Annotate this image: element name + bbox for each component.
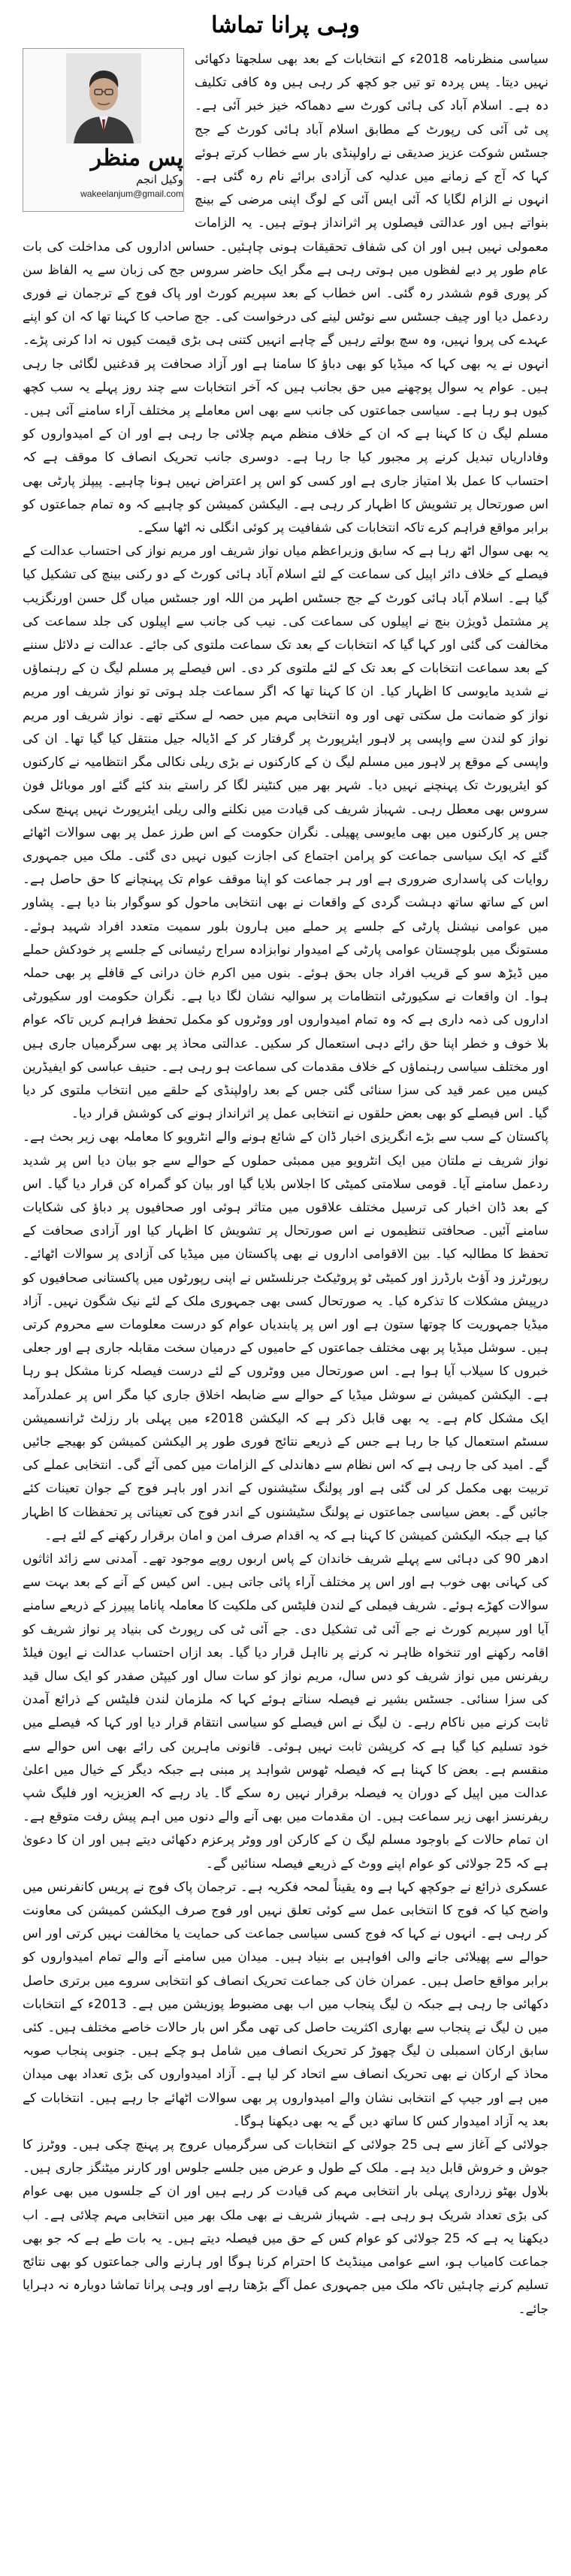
author-portrait-image xyxy=(66,53,141,143)
article-paragraph: پاکستان کے سب سے بڑے انگریزی اخبار ڈان کے شائع ہونے والے انٹرویو کا معاملہ بھی زیر بحث ہے۔ نواز شریف نے ملتان میں ایک انٹرویو میں ممبئی حملوں کے حوالے سے جو بیان دیا اس پر شدید ردعمل سامنے آیا۔ قومی سلامتی کمیٹی کا اجلاس بلایا گیا اور بیان کو گمراہ کن قرار دیا گیا۔ اس کے بعد ڈان اخبار کی ترسیل مختلف علاقوں میں متاثر ہوئی اور صحافیوں پر دباؤ کی شکایات سامنے آئیں۔ صحافتی تنظیموں نے اس صورتحال پر تشویش کا اظہار کیا اور آزادی صحافت کے تحفظ کا مطالبہ کیا۔ بین الاقوامی اداروں نے بھی پاکستان میں میڈیا کی آزادی پر سوالات اٹھائے۔ رپورٹرز ود آؤٹ بارڈرز اور کمیٹی ٹو پروٹیکٹ جرنلسٹس نے اپنی رپورٹوں میں پاکستانی صحافیوں کو درپیش مشکلات کا تذکرہ کیا۔ یہ صورتحال کسی بھی جمہوری ملک کے لئے نیک شگون نہیں۔ آزاد میڈیا جمہوریت کا چوتھا ستون ہے اور اس پر پابندیاں عوام کو درست معلومات سے محروم کرتی ہیں۔ سوشل میڈیا پر بھی مختلف جماعتوں کے حامیوں کے درمیان سخت مقابلہ جاری ہے اور جعلی خبروں کا سیلاب آیا ہوا ہے۔ اس صورتحال میں ووٹروں کے لئے درست فیصلہ کرنا مشکل ہو رہا ہے۔ الیکشن کمیشن نے سوشل میڈیا کے حوالے سے ضابطہ اخلاق جاری کیا مگر اس پر عملدرآمد ایک مشکل کام ہے۔ یہ بھی قابل ذکر ہے کہ الیکشن 2018ء میں پہلی بار رزلٹ ٹرانسمیشن سسٹم استعمال کیا جا رہا ہے جس کے ذریعے نتائج فوری طور پر الیکشن کمیشن کو بھیجے جائیں گے۔ امید کی جا رہی ہے کہ اس نظام سے دھاندلی کے الزامات میں کمی آئے گی۔ انتخابی عملے کی تربیت بھی مکمل کر لی گئی ہے اور پولنگ سٹیشنوں کے اندر اور باہر فوج کے جوان تعینات کئے جائیں گے۔ بعض سیاسی جماعتوں نے پولنگ سٹیشنوں کے اندر فوج کی تعیناتی پر تحفظات کا اظہار کیا ہے جبکہ الیکشن کمیشن کا کہنا ہے کہ یہ اقدام صرف امن و امان برقرار رکھنے کے لئے ہے۔ xyxy=(23,1130,549,1543)
column-name: پس منظر xyxy=(90,145,183,171)
article-paragraph: ادھر 90 کی دہائی سے پہلے شریف خاندان کے پاس اربوں روپے موجود تھے۔ آمدنی سے زائد اثاثوں کی کہانی بھی خوب ہے اور اس پر مختلف آراء پائی جاتی ہیں۔ اس کیس کے آنے کے بعد بہت سے سوالات کھڑے ہوئے۔ شریف فیملی کے لندن فلیٹس کی ملکیت کا معاملہ پاناما پیپرز کے ذریعے سامنے آیا اور سپریم کورٹ نے جے آئی ٹی تشکیل دی۔ جے آئی ٹی کی رپورٹ کی بنیاد پر نواز شریف کو اقامہ رکھنے اور تنخواہ ظاہر نہ کرنے پر نااہل قرار دیا گیا۔ بعد ازاں احتساب عدالت نے ایون فیلڈ ریفرنس میں نواز شریف کو دس سال، مریم نواز کو سات سال اور کیپٹن صفدر کو ایک سال قید کی سزا سنائی۔ جسٹس بشیر نے فیصلہ سناتے ہوئے کہا کہ ملزمان لندن فلیٹس کے ذرائع آمدن ثابت کرنے میں ناکام رہے۔ ن لیگ نے اس فیصلے کو سیاسی انتقام قرار دیا اور کہا کہ فیصلے میں خود تسلیم کیا گیا ہے کہ کرپشن ثابت نہیں ہوئی۔ قانونی ماہرین کی رائے بھی اس حوالے سے منقسم ہے۔ بعض کا کہنا ہے کہ فیصلہ ٹھوس شواہد پر مبنی ہے جبکہ دیگر کے خیال میں اعلیٰ عدالت میں اپیل کے دوران یہ فیصلہ برقرار نہیں رہ سکے گا۔ یاد رہے کہ العزیزیہ اور فلیگ شپ ریفرنسز ابھی زیر سماعت ہیں۔ ان مقدمات میں بھی آنے والے دنوں میں اہم پیش رفت متوقع ہے۔ ان تمام حالات کے باوجود مسلم لیگ ن کے کارکن اور ووٹر پرعزم دکھائی دیتے ہیں اور ان کا دعویٰ ہے کہ 25 جولائی کو عوام اپنے ووٹ کے ذریعے فیصلہ سنائیں گے۔ xyxy=(23,1552,548,1872)
article-paragraph: یہ بھی سوال اٹھ رہا ہے کہ سابق وزیراعظم میاں نواز شریف اور مریم نواز کی احتساب عدالت کے فیصلے کے خلاف دائر اپیل کی سماعت کے لئے اسلام آباد ہائی کورٹ کے دو رکنی بینچ کی تشکیل کیا گیا ہے۔ اسلام آباد ہائی کورٹ کے جج جسٹس اطہر من اللہ اور جسٹس میاں گل حسن اورنگزیب پر مشتمل ڈویژن بنچ نے اپیلوں کی سماعت کی۔ نیب کی جانب سے اپیلوں کی جلد سماعت کی مخالفت کی گئی اور کہا گیا کہ انتخابات کے بعد تک سماعت ملتوی کی جائے۔ عدالت نے دلائل سننے کے بعد سماعت انتخابات کے بعد تک کے لئے ملتوی کر دی۔ اس فیصلے پر مسلم لیگ ن کے رہنماؤں نے شدید مایوسی کا اظہار کیا۔ ان کا کہنا تھا کہ اگر سماعت جلد ہوتی تو نواز شریف اور مریم نواز کو ضمانت مل سکتی تھی اور وہ انتخابی مہم میں حصہ لے سکتے تھے۔ نواز شریف اور مریم نواز کو لندن سے واپسی پر لاہور ایئرپورٹ پر گرفتار کر کے اڈیالہ جیل منتقل کیا گیا تھا۔ ان کی واپسی کے موقع پر لاہور میں مسلم لیگ ن کے کارکنوں نے بڑی ریلی نکالی مگر انتظامیہ نے کارکنوں کو ایئرپورٹ تک پہنچنے نہیں دیا۔ شہر بھر میں کنٹینر لگا کر راستے بند کئے گئے اور موبائل فون سروس بھی معطل رہی۔ شہباز شریف کی قیادت میں نکلنے والی ریلی ایئرپورٹ نہیں پہنچ سکی جس پر کارکنوں میں بھی مایوسی پھیلی۔ نگران حکومت کے اس طرز عمل پر بھی سوالات اٹھائے گئے کہ ایک سیاسی جماعت کو پرامن اجتماع کی اجازت کیوں نہیں دی گئی۔ ملک میں جمہوری روایات کی پاسداری ضروری ہے اور ہر جماعت کو اپنا موقف عوام تک پہنچانے کا حق حاصل ہے۔ اس کے ساتھ ساتھ دہشت گردی کے واقعات نے بھی انتخابی ماحول کو سوگوار بنا دیا ہے۔ پشاور میں عوامی نیشنل پارٹی کے جلسے پر حملے میں ہارون بلور سمیت متعدد افراد شہید ہوئے۔ مستونگ میں بلوچستان عوامی پارٹی کے امیدوار نوابزادہ سراج رئیسانی کے جلسے پر خودکش حملے میں ڈیڑھ سو کے قریب افراد جاں بحق ہوئے۔ بنوں میں اکرم خان درانی کے قافلے پر بھی حملہ ہوا۔ ان واقعات نے سکیورٹی انتظامات پر سوالیہ نشان لگا دیا ہے۔ نگران حکومت اور سکیورٹی اداروں کی ذمہ داری ہے کہ وہ تمام امیدواروں اور ووٹروں کو مکمل تحفظ فراہم کریں تاکہ عوام بلا خوف و خطر اپنا حق رائے دہی استعمال کر سکیں۔ عدالتی محاذ پر بھی سرگرمیاں جاری ہیں اور مختلف سیاسی رہنماؤں کے خلاف مقدمات کی سماعت ہو رہی ہے۔ حنیف عباسی کو ایفیڈرین کیس میں عمر قید کی سزا سنائی گئی جس کے بعد راولپنڈی کے حلقے میں انتخاب ملتوی کر دیا گیا۔ اس فیصلے کو بھی بعض حلقوں نے انتخابی عمل پر اثرانداز ہونے کی کوشش قرار دیا۔ xyxy=(23,544,548,1122)
author-photo xyxy=(66,53,141,143)
byline-box xyxy=(23,48,184,212)
author-email: wakeelanjum@gmail.com xyxy=(80,189,183,199)
page-title: وہی پرانا تماشا xyxy=(211,12,360,38)
article-paragraph: جولائی کے آغاز سے ہی 25 جولائی کے انتخابات کی سرگرمیاں عروج پر پہنچ چکی ہیں۔ ووٹرز کا جوش و خروش قابل دید ہے۔ ملک کے طول و عرض میں جلسے جلوس اور کارنر میٹنگز جاری ہیں۔ بلاول بھٹو زرداری پہلی بار انتخابی مہم کی قیادت کر رہے ہیں اور ان کے جلسوں میں بھی عوام کی بڑی تعداد شریک ہو رہی ہے۔ شہباز شریف نے بھی ملک بھر میں انتخابی مہم چلائی ہے۔ اب دیکھنا یہ ہے کہ 25 جولائی کو عوام کس کے حق میں فیصلہ دیتے ہیں۔ یہ بات طے ہے کہ جو بھی جماعت کامیاب ہو، اسے عوامی مینڈیٹ کا احترام کرنا ہوگا اور ہارنے والی جماعتوں کو بھی نتائج تسلیم کرنے چاہئیں تاکہ ملک میں جمہوری عمل آگے بڑھتا رہے اور وہی پرانا تماشا دوبارہ نہ دہرایا جائے۔ xyxy=(23,2137,548,2317)
article-paragraph: سیاسی منظرنامہ 2018ء کے انتخابات کے بعد بھی سلجھتا دکھائی نہیں دیتا۔ پس پردہ تو تیں جو کچھ کر رہی ہیں وہ کافی تکلیف دہ ہے۔ اسلام آباد کی ہائی کورٹ سے دھماکہ خیز خبر آئی ہے۔ پی ٹی آئی کی رپورٹ کے مطابق اسلام آباد ہائی کورٹ کے جج جسٹس شوکت عزیز صدیقی نے راولپنڈی بار سے خطاب کرتے ہوئے کہا کہ آج کے زمانے میں عدلیہ کی آزادی برائے نام رہ گئی ہے۔ انہوں نے الزام لگایا کہ آئی ایس آئی کے لوگ اپنی مرضی کے بینچ بنواتے ہیں اور عدالتی فیصلوں پر اثرانداز ہوتے ہیں۔ یہ الزامات معمولی نہیں ہیں اور ان کی شفاف تحقیقات ہونی چاہئیں۔ حساس اداروں کی مداخلت کی بات عام طور پر دبے لفظوں میں ہوتی رہی ہے مگر ایک حاضر سروس جج کی زبان سے یہ الفاظ سن کر پوری قوم ششدر رہ گئی۔ اس خطاب کے بعد سپریم کورٹ اور پاک فوج کے ترجمان نے فوری ردعمل دیا اور چیف جسٹس سے نوٹس لینے کی درخواست کی۔ جج صاحب کا کہنا تھا کہ ان کو اپنے عہدے کی پروا نہیں، وہ سچ بولتے رہیں گے چاہے انہیں کتنی ہی بڑی قیمت کیوں نہ ادا کرنی پڑے۔ انہوں نے یہ بھی کہا کہ میڈیا کو بھی دباؤ کا سامنا ہے اور آزاد صحافت پر قدغنیں لگائی جا رہی ہیں۔ عوام یہ سوال پوچھنے میں حق بجانب ہیں کہ آخر انتخابات سے چند روز پہلے یہ سب کچھ کیوں ہو رہا ہے۔ سیاسی جماعتوں کی جانب سے بھی اس معاملے پر مختلف آراء سامنے آئی ہیں۔ مسلم لیگ ن کا کہنا ہے کہ ان کے خلاف منظم مہم چلائی جا رہی ہے اور ان کے امیدواروں کو وفاداریاں تبدیل کرنے پر مجبور کیا جا رہا ہے۔ دوسری جانب تحریک انصاف کا موقف ہے کہ احتساب کا عمل بلا امتیاز جاری ہے اور کسی کو اس پر اعتراض نہیں ہونا چاہیے۔ پیپلز پارٹی بھی اس صورتحال پر تشویش کا اظہار کر رہی ہے۔ الیکشن کمیشن کو چاہیے کہ وہ تمام جماعتوں کو برابر مواقع فراہم کرے تاکہ انتخابات کی شفافیت پر کوئی انگلی نہ اٹھا سکے۔ xyxy=(23,52,548,536)
author-name: وکیل انجم xyxy=(135,173,183,186)
article-paragraph: عسکری ذرائع نے جوکچھ کہا ہے وہ یقیناً لمحہ فکریہ ہے۔ ترجمان پاک فوج نے پریس کانفرنس میں واضح کیا کہ فوج کا انتخابی عمل سے کوئی تعلق نہیں اور فوج صرف الیکشن کمیشن کی معاونت کر رہی ہے۔ انہوں نے کہا کہ فوج کسی سیاسی جماعت کی حمایت یا مخالفت نہیں کرتی اور اس حوالے سے پھیلائی جانے والی افواہیں بے بنیاد ہیں۔ میدان میں سامنے آنے والے تمام امیدواروں کو برابر مواقع حاصل ہیں۔ عمران خان کی جماعت تحریک انصاف کو انتخابی سروے میں برتری حاصل دکھائی جا رہی ہے جبکہ ن لیگ پنجاب میں اب بھی مضبوط پوزیشن میں ہے۔ 2013ء کے انتخابات میں ن لیگ نے پنجاب سے بھاری اکثریت حاصل کی تھی مگر اس بار حالات خاصے مختلف ہیں۔ کئی سابق ارکان اسمبلی ن لیگ چھوڑ کر تحریک انصاف میں شامل ہو چکے ہیں۔ جنوبی پنجاب صوبہ محاذ کے ارکان نے بھی تحریک انصاف سے اتحاد کر لیا ہے۔ آزاد امیدواروں کی بڑی تعداد بھی میدان میں ہے اور جیپ کے انتخابی نشان والے امیدواروں پر بھی سوالات اٹھائے جا رہے ہیں۔ انتخابات کے بعد یہ آزاد امیدوار کس کا ساتھ دیں گے یہ بھی دیکھنا ہوگا۔ xyxy=(23,1879,548,2129)
article-body xyxy=(23,48,548,2321)
